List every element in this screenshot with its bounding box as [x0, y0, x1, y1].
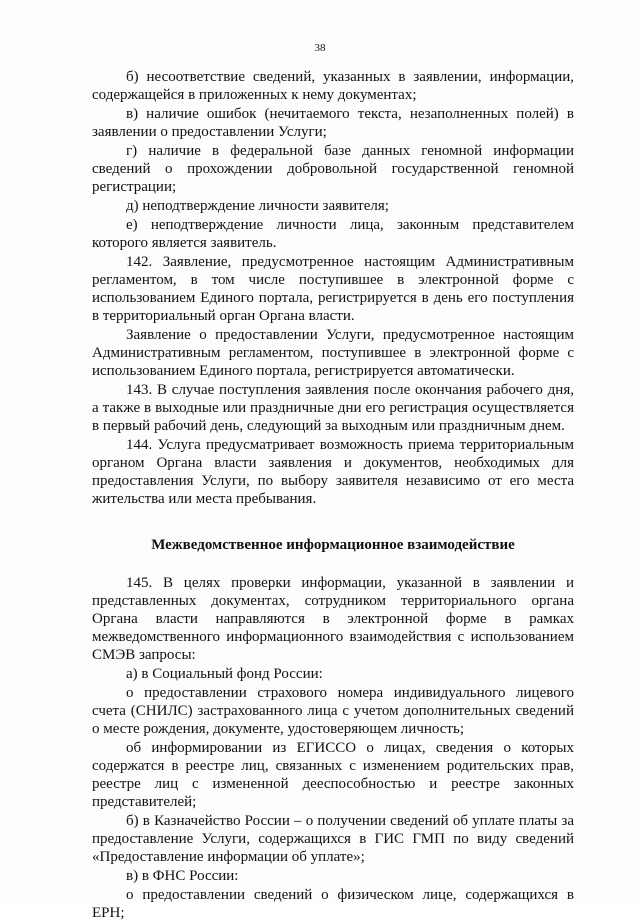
document-body	[92, 68, 574, 923]
paragraph-egisso: об информировании из ЕГИССО о лицах, сведения о которых содержатся в реестре лиц, связанных с изменением родительских прав, реестре лиц с измененной дееспособностью и реестре законных представителей;	[92, 740, 574, 810]
paragraph-145: 145. В целях проверки информации, указанной в заявлении и представленных документах, сотрудником территориального органа Органа власти направляются в электронной форме в рамках межведомственного информационного взаимодействия с использованием СМЭВ запросы:	[92, 575, 574, 663]
paragraph-142-auto: Заявление о предоставлении Услуги, предусмотренное настоящим Административным регламентом, поступившее в электронной форме с использованием Единого портала, регистрируется автоматически.	[92, 327, 574, 379]
paragraph-143: 143. В случае поступления заявления после окончания рабочего дня, а также в выходные или праздничные дни его регистрация осуществляется в первый рабочий день, следующий за выходным или праздничным днем.	[92, 382, 574, 434]
paragraph-item-d: д) неподтверждение личности заявителя;	[126, 198, 389, 214]
paragraph-142: 142. Заявление, предусмотренное настоящим Административным регламентом, в том числе поступившее в электронной форме с использованием Единого портала, регистрируется в день его поступления в территориальный орган Органа власти.	[92, 254, 574, 324]
paragraph-ern: о предоставлении сведений о физическом лице, содержащихся в ЕРН;	[92, 887, 574, 921]
paragraph-item-g: г) наличие в федеральной базе данных геномной информации сведений о прохождении добровольной государственной геномной регистрации;	[92, 143, 574, 195]
paragraph-item-e: е) неподтверждение личности лица, законным представителем которого является заявитель.	[92, 217, 574, 251]
paragraph-item-v: в) наличие ошибок (нечитаемого текста, незаполненных полей) в заявлении о предоставлении Услуги;	[92, 106, 574, 140]
paragraph-144: 144. Услуга предусматривает возможность приема территориальным органом Органа власти заявления и документов, необходимых для предоставления Услуги, по выбору заявителя независимо от его места жительства или места пребывания.	[92, 437, 574, 507]
paragraph-item-a-sfr: а) в Социальный фонд России:	[126, 666, 323, 682]
section-heading: Межведомственное информационное взаимодействие	[151, 537, 515, 553]
paragraph-item-b-treasury: б) в Казначейство России – о получении сведений об уплате платы за предоставление Услуги, содержащихся в ГИС ГМП по виду сведений «Предоставление информации об уплате»;	[92, 813, 574, 865]
paragraph-item-b: б) несоответствие сведений, указанных в заявлении, информации, содержащейся в приложенных к нему документах;	[92, 69, 574, 103]
paragraph-snils: о предоставлении страхового номера индивидуального лицевого счета (СНИЛС) застрахованного лица с учетом дополнительных сведений о месте рождения, документе, удостоверяющем личность;	[92, 685, 574, 737]
paragraph-item-v-fns: в) в ФНС России:	[126, 868, 239, 884]
page-number: 38	[314, 42, 326, 54]
